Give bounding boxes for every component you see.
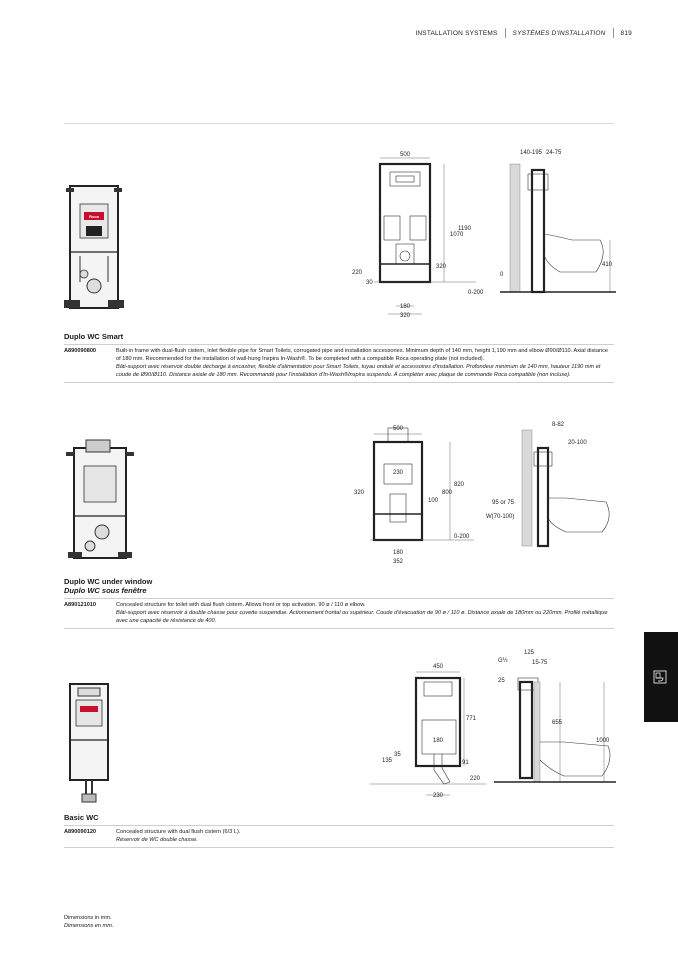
description-en: Built-in frame with dual-flush cistern, inlet flexible pipe for Smart Toilets, corrugated pipe and installation accessories. Minimum depth of 140 mm, height 1,190 mm and elbow Ø90/Ø110. Axial distance of 180 mm. Recommended for the installation of wall-hung Inspira In-Wash®. To be completed with a compatible Roca operating plate (not included).	[116, 348, 608, 362]
product-title-en: Duplo WC Smart	[64, 332, 124, 341]
description-fr: Bâti-support avec réservoir à double chasse pour cuvette suspendue. Actionnement frontal ou supérieur. Coude d'évacuation de 90 ø / 110 ø. Distance axiale de 180mm ou 220mm. Profilé métallique avec une capacité de résistance de 400.	[116, 610, 608, 624]
dim-label: 100	[428, 498, 439, 504]
dim-label: 180	[399, 304, 411, 310]
dim-label: 500	[392, 426, 404, 432]
dim-label: 0-200	[468, 290, 484, 296]
dim-label: W(70-100)	[486, 514, 515, 520]
product-code: A890090800	[64, 348, 97, 354]
dim-label: 20-100	[568, 440, 587, 446]
product-spec-row	[64, 825, 614, 848]
description-en: Concealed structure for toilet with dual flush cistern. Allows front or top activation. 90 ø / 110 ø elbow.	[116, 602, 366, 608]
dim-label: 1000	[596, 738, 610, 744]
product-title	[64, 813, 99, 822]
dim-label: 135	[382, 758, 393, 764]
section-title-en: INSTALLATION SYSTEMS	[415, 29, 498, 37]
product-title-en: Basic WC	[64, 813, 99, 822]
product-title	[64, 577, 152, 595]
dim-label: 820	[454, 482, 465, 488]
note-en: Dimensions in mm.	[64, 915, 112, 921]
product-code: A890121010	[64, 602, 97, 608]
dim-label: 1070	[450, 232, 464, 238]
roca-logo: Roca	[89, 214, 99, 219]
dim-label: 91	[462, 760, 469, 766]
basic-wc-side-drawing	[494, 646, 616, 792]
product-code: A890090120	[64, 829, 97, 835]
dim-label: 352	[392, 559, 404, 565]
dim-label: G½	[498, 658, 508, 664]
dim-label: 125	[524, 650, 535, 656]
dim-label: 8-82	[552, 422, 565, 428]
dim-label: 800	[442, 490, 453, 496]
duplo-smart-side-drawing	[500, 144, 616, 304]
duplo-smart-product-photo	[64, 182, 124, 314]
basic-wc-front-drawing	[370, 660, 490, 800]
dim-label: 140-195	[520, 150, 543, 156]
dim-label: 1190	[458, 226, 471, 232]
product-title-en: Duplo WC under window	[64, 577, 153, 586]
dimensions-note	[64, 914, 113, 930]
section-side-tab	[644, 632, 678, 722]
dim-label: 25	[498, 678, 505, 684]
dim-label: 15-75	[532, 660, 548, 666]
header-divider	[613, 28, 614, 38]
dim-label: 180	[392, 550, 404, 556]
dim-label: 450	[432, 664, 444, 670]
dim-label: 771	[466, 716, 477, 722]
dim-label: 220	[352, 270, 363, 276]
dim-label: 655	[552, 720, 563, 726]
product-description	[116, 347, 614, 379]
dim-label: 35	[394, 752, 401, 758]
product-description	[116, 828, 614, 844]
duplo-window-side-drawing	[486, 418, 616, 550]
dim-label: 0	[500, 272, 504, 278]
dim-label: 0-200	[454, 534, 470, 540]
duplo-smart-front-drawing	[346, 146, 496, 320]
page-number: 819	[620, 29, 632, 37]
note-fr: Dimensions en mm.	[64, 923, 114, 929]
header-divider	[505, 28, 506, 38]
description-en: Concealed structure with dual flush cistern (6/3 L).	[116, 829, 241, 835]
dim-label: 500	[399, 152, 411, 158]
description-fr: Réservoir de WC double chasse.	[116, 837, 198, 843]
page-header	[415, 28, 632, 38]
dim-label: 30	[366, 280, 373, 286]
product-spec-row	[64, 598, 614, 629]
section-title-fr: SYSTÈMES D'INSTALLATION	[512, 29, 606, 37]
description-fr: Bâti-support avec réservoir double décharge à encastrer, flexible d'alimentation pour Smart Toilets, tuyau ondulé et accessoires d'installation. Profondeur minimum de 140 mm, hauteur 1190 mm et coude de Ø90/Ø110. Distance axiale de 180 mm. Recommandé pour l'installation d'In-Wash®Inspira suspendu. À compléter avec plaque de commande Roca compatible (non incluse).	[116, 364, 601, 378]
duplo-window-product-photo	[64, 436, 136, 564]
dim-label: 230	[432, 793, 444, 799]
dim-label: 320	[436, 264, 447, 270]
dim-label: 320	[399, 313, 411, 319]
dim-label: 24-75	[546, 150, 562, 156]
dim-label: 95 or 75	[492, 500, 515, 506]
dim-label: 320	[354, 490, 365, 496]
duplo-window-front-drawing	[350, 418, 480, 566]
dim-label: 180	[432, 738, 444, 744]
product-description	[116, 601, 614, 625]
basic-wc-product-photo	[64, 680, 114, 804]
product-title-fr: Duplo WC sous fenêtre	[64, 586, 147, 595]
top-divider	[64, 123, 614, 124]
dim-label: 410	[602, 262, 613, 268]
toilet-icon	[653, 670, 667, 684]
dim-label: 220	[470, 776, 481, 782]
dim-label: 230	[392, 470, 404, 476]
product-spec-row	[64, 344, 614, 383]
product-title	[64, 332, 123, 341]
